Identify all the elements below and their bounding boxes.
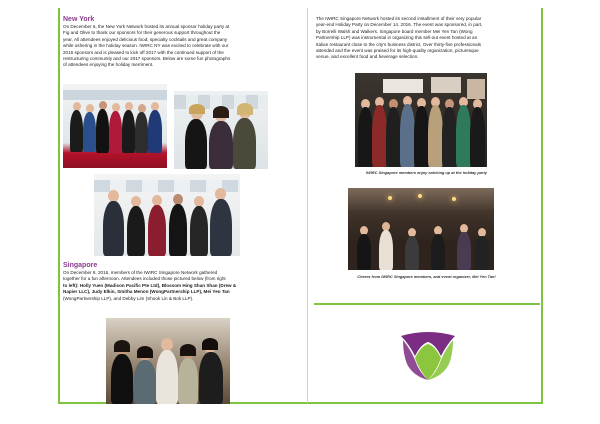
text-line: year. All attendees enjoyed delicious food, specialty cocktails and great company — [63, 36, 228, 42]
text-line: Italian restaurant close to the city's business district. Over thirty-five professionals — [316, 41, 482, 47]
text-line: (WongPartnership LLP), and Debby Lim (Shook Lin & Bok LLP). — [63, 295, 194, 301]
left-border — [58, 8, 60, 403]
text-line: On December 6, the New York Network hosted its annual sponsor holiday party at — [63, 24, 230, 29]
ny-group-photo-2 — [94, 174, 240, 256]
singapore-party-section — [316, 16, 537, 61]
text-line: Fig and Olive to thank our sponsors for their generous support throughout the — [63, 30, 221, 36]
singapore-party-photo — [355, 73, 487, 167]
column-divider — [307, 8, 308, 403]
iwirc-logo-icon — [397, 330, 459, 384]
text-line: to left): Holly Yuen (Madison Pacific Pte Ltd), Blossom Hing Shan Shan (Drew & — [63, 282, 237, 288]
text-line: The IWIRC Singapore Network hosted its second installment of their very popular — [316, 16, 482, 21]
new-york-section — [63, 16, 303, 69]
ny-group-photo — [63, 84, 167, 168]
singapore-heading: Singapore — [63, 262, 98, 269]
text-line: attended and the event was praised for its high-quality organization, picturesque — [316, 48, 479, 54]
text-line: venue, and excellent food and beverage selection. — [316, 54, 419, 60]
text-line: together for a fun afternoon. Attendees included those pictured below (from right — [63, 276, 226, 282]
new-york-heading: New York — [63, 16, 95, 23]
text-line: Partnership LLP) was instrumental in organizing this sell-out event hosted at an — [316, 35, 478, 41]
text-line: while ushering in the holiday season. IWIRC NY was excited to celebrate with our — [63, 43, 229, 49]
singapore-paragraph — [63, 270, 303, 302]
section-divider — [314, 303, 540, 305]
ny-trio-photo — [174, 91, 268, 169]
text-line: by Borrelli Walsh and Walkers. Singapore board member Mei Yen Tan (Wong — [316, 28, 473, 34]
singapore-group-photo — [106, 318, 230, 404]
right-border — [541, 8, 543, 403]
singapore-restaurant-photo — [348, 188, 494, 270]
singapore-section — [63, 262, 303, 302]
party-photo-caption: IWIRC Singapore members enjoy catching up at the holiday party — [366, 170, 487, 175]
singapore-party-paragraph — [316, 16, 537, 61]
text-line: restructuring community and our 2017 sponsors. Below are some fun photographs — [63, 56, 231, 62]
new-york-paragraph — [63, 24, 303, 69]
restaurant-photo-caption: Cheers from IWIRC Singapore members, and event organizer, Mei Yen Tan! — [357, 274, 496, 279]
text-line: year-end Holiday Party on December 14, 2016. The event was sponsored, in part, — [316, 22, 483, 28]
iwirc-logo-graphic — [397, 330, 459, 384]
text-line: On December 8, 2016, members of the IWIRC Singapore Network gathered — [63, 270, 218, 275]
text-line: 2016 sponsors and is pleased to kick off 2017 with the continued support of the — [63, 49, 224, 55]
text-line: Napier LLC), Judy Elkin, Smitha Menon (WongPartnership LLP), Mei Yen Tan — [63, 289, 230, 295]
text-line: of attendees enjoying the holiday merriment. — [63, 62, 154, 68]
